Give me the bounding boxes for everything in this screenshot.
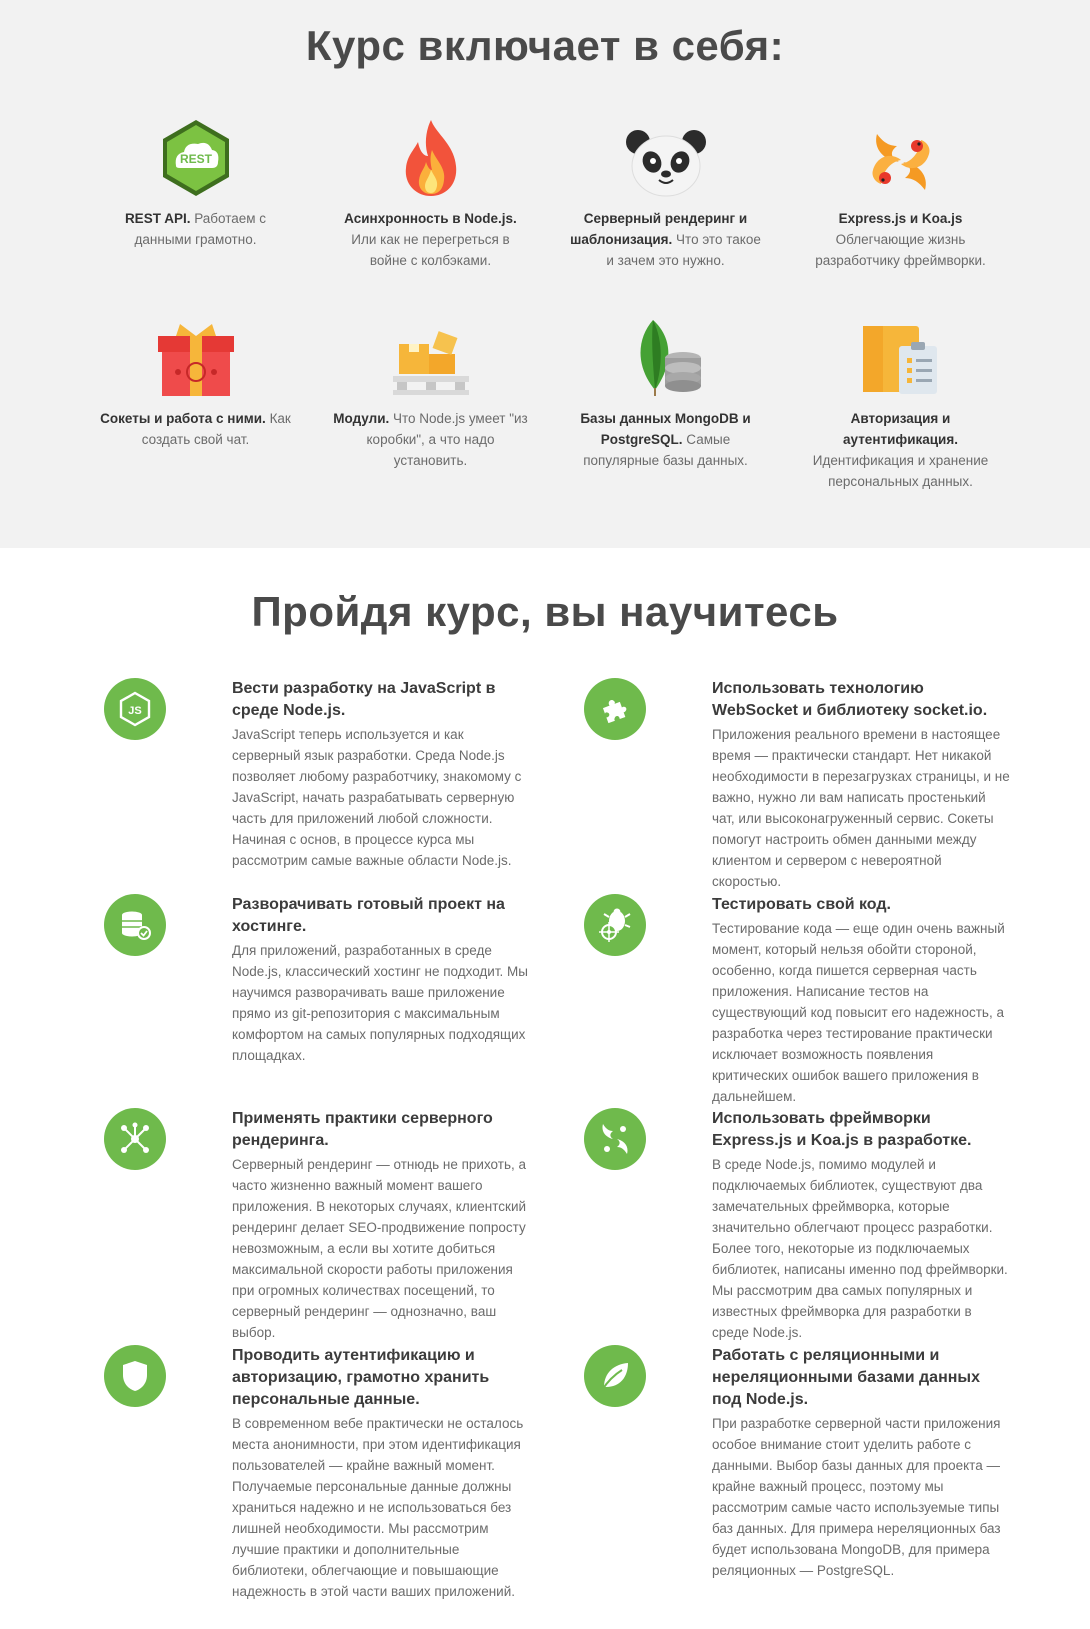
features-grid — [78, 110, 1018, 510]
feature-text: Работаем с данными грамотно. — [134, 211, 267, 247]
feature-text: Идентификация и хранение персональных данных. — [812, 453, 989, 489]
outcome-title: Вести разработку на JavaScript в среде Node.js. — [232, 680, 496, 719]
shield-icon — [104, 1345, 166, 1407]
outcome-text: Серверный рендеринг — отнюдь не прихоть, а часто жизненно важный момент вашего приложения. В некоторых случаях, клиентский рендеринг делает SEO-продвижение попросту невозможным, а если вы хотите добиться максимальной скорости работы приложения при огромных количествах посещений, то серверный рендеринг — однозначно, ваш выбор. — [232, 1157, 527, 1340]
feature-text: Как создать свой чат. — [141, 411, 291, 447]
rest-hexagon-icon — [146, 110, 246, 198]
feature-title: Авторизация и аутентификация. — [843, 411, 958, 447]
feature-rest-api — [78, 110, 313, 310]
leaf-icon — [584, 1345, 646, 1407]
gift-box-icon — [146, 310, 246, 398]
feature-async — [313, 110, 548, 310]
feature-databases — [548, 310, 783, 510]
outcome-title: Разворачивать готовый проект на хостинге. — [232, 896, 505, 935]
folder-checklist-icon — [851, 310, 951, 398]
feature-modules — [313, 310, 548, 510]
outcome-hosting — [232, 894, 532, 1066]
outcome-testing — [712, 894, 1012, 1107]
feature-title: Базы данных MongoDB и PostgreSQL. — [580, 411, 751, 447]
fire-icon — [381, 110, 481, 198]
course-includes-section — [0, 0, 1090, 548]
learning-outcomes-section — [0, 548, 1090, 1599]
feature-title: Express.js и Koa.js — [838, 211, 963, 226]
fish-icon — [584, 1108, 646, 1170]
outcome-server-rendering — [232, 1108, 532, 1343]
outcome-frameworks — [712, 1108, 1012, 1343]
feature-title: REST API. — [124, 211, 191, 226]
outcome-title: Работать с реляционными и нереляционными базами данных под Node.js. — [712, 1347, 980, 1408]
outcome-auth — [232, 1345, 532, 1602]
outcome-title: Использовать фреймворки Express.js и Koa.js в разработке. — [712, 1110, 972, 1149]
outcome-websocket — [712, 678, 1012, 892]
outcome-text: Тестирование кода — еще один очень важный момент, который нельзя обойти стороной, особенно, когда пишется серверная часть приложения. Написание тестов на существующий код повысит его надежность, а разработка через тестирование практически исключает возможность появления критических ошибок вашего приложения в дальнейшем. — [712, 921, 1005, 1104]
feature-server-rendering — [548, 110, 783, 310]
outcome-nodejs — [128, 678, 532, 871]
outcome-title: Использовать технологию WebSocket и библиотеку socket.io. — [712, 680, 988, 719]
nodejs-icon — [104, 678, 166, 740]
section-title-includes: Курс включает в себя: — [305, 22, 785, 69]
feature-title: Модули. — [333, 411, 390, 426]
svg-text:REST: REST — [179, 152, 212, 166]
database-check-icon — [104, 894, 166, 956]
outcome-title: Применять практики серверного рендеринга. — [232, 1110, 493, 1149]
feature-text: Что Node.js умеет "из коробки", а что надо установить. — [366, 411, 528, 468]
section-title-outcomes: Пройдя курс, вы научитесь — [251, 588, 839, 635]
feature-text: Облегчающие жизнь разработчику фреймворки. — [815, 232, 986, 268]
puzzle-icon — [584, 678, 646, 740]
feature-title: Серверный рендеринг и шаблонизация. — [570, 211, 748, 247]
network-nodes-icon — [104, 1108, 166, 1170]
boxes-pallet-icon — [381, 310, 481, 398]
feature-auth — [783, 310, 1018, 510]
outcome-title: Тестировать свой код. — [712, 896, 891, 913]
outcome-text: Приложения реального времени в настоящее время — практически стандарт. Нет никакой необходимости в перезагрузках страницы, и не важно, нужно ли вам написать простенький чат, или высоконагруженный сервис. Сокеты помогут настроить обмен данными между клиентом и сервером с невероятной скоростью. — [712, 727, 1010, 889]
outcome-text: В современном вебе практически не осталось места анонимности, при этом идентификация пользователей — крайне важный момент. Получаемые персональные данные должны храниться надежно и не использоваться без лишней необходимости. Мы рассмотрим лучшие практики и дополнительные библиотеки, облегчающие и повышающие надежность в этой части ваших приложений. — [232, 1416, 524, 1599]
outcome-text: В среде Node.js, помимо модулей и подключаемых библиотек, существуют два замечательных фреймворка, которые значительно облегчают процесс разработки. Более того, некоторые из подключаемых библиотек, написаны именно под фреймворки. Мы рассмотрим два самых популярных и известных фреймворка для разработки в среде Node.js. — [712, 1157, 1008, 1340]
outcome-databases — [712, 1345, 1012, 1581]
outcome-text: JavaScript теперь используется и как серверный язык разработки. Среда Node.js позволяет любому разработчику, знакомому с JavaScript, начать разрабатывать серверную часть для приложений любой сложности. Начиная с основ, в процессе курса мы рассмотрим самые важные области Node.js. — [232, 727, 522, 868]
koi-fish-icon — [851, 110, 951, 198]
feature-text: Самые популярные базы данных. — [583, 432, 748, 468]
svg-text:JS: JS — [128, 705, 142, 717]
feature-text: Что это такое и зачем это нужно. — [606, 232, 761, 268]
mongodb-database-icon — [616, 310, 716, 398]
outcome-text: Для приложений, разработанных в среде Node.js, классический хостинг не подходит. Мы научимся разворачивать ваше приложение прямо из git-репозитория с максимальным комфортом на самых популярных подходящих площадках. — [232, 943, 528, 1063]
bug-target-icon — [584, 894, 646, 956]
feature-express-koa — [783, 110, 1018, 310]
panda-icon — [616, 110, 716, 198]
feature-text: Или как не перегреться в войне с колбэками. — [351, 232, 510, 268]
feature-title: Асинхронность в Node.js. — [344, 211, 517, 226]
feature-title: Сокеты и работа с ними. — [100, 411, 266, 426]
feature-sockets — [78, 310, 313, 510]
outcome-title: Проводить аутентификацию и авторизацию, грамотно хранить персональные данные. — [232, 1347, 490, 1408]
outcome-text: При разработке серверной части приложения особое внимание стоит уделить работе с данными. Выбор базы данных для проекта — крайне важный процесс, поэтому мы рассмотрим самые часто используемые типы баз данных. Для примера нереляционных баз будет использована MongoDB, для примера реляционных — PostgreSQL. — [712, 1416, 1001, 1578]
